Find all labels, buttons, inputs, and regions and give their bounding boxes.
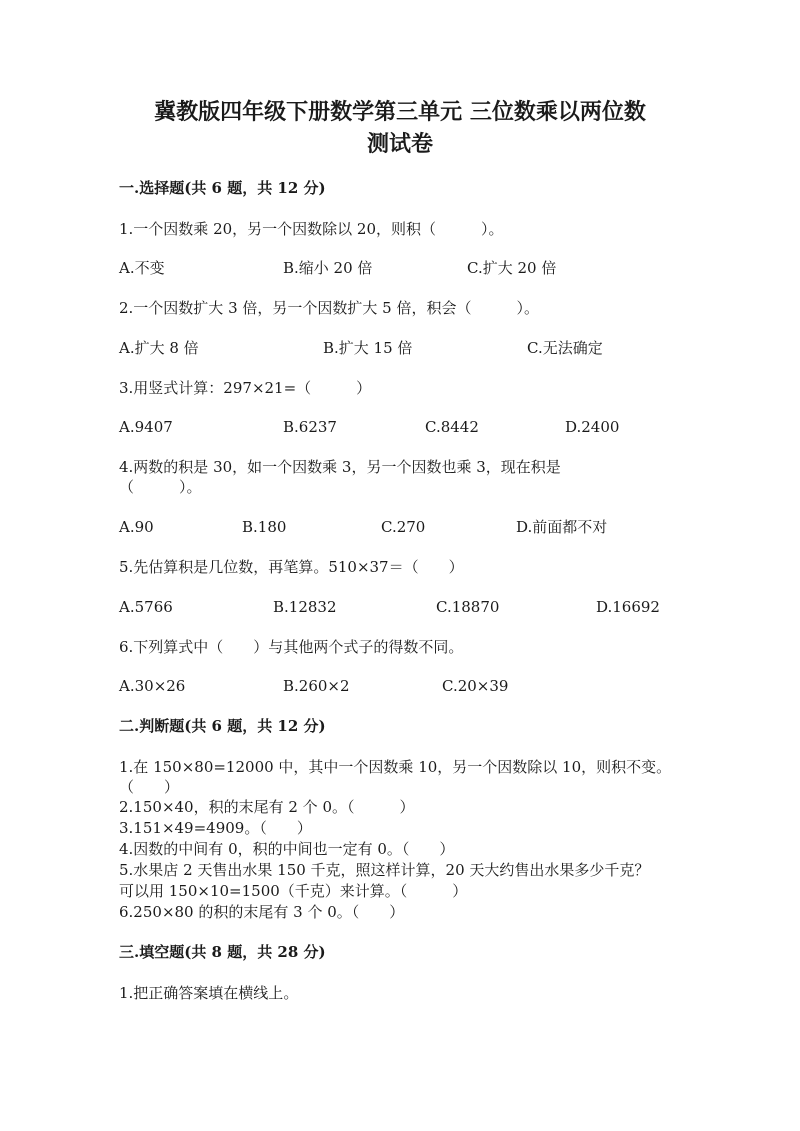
judgment-line: 6.250×80 的积的末尾有 3 个 0。（ ） xyxy=(119,903,405,921)
option-b: B.180 xyxy=(242,518,287,536)
question-text: 5.先估算积是几位数，再笔算。510×37＝（ ） xyxy=(119,558,464,576)
option-a: A.9407 xyxy=(119,418,173,436)
option-a: A.5766 xyxy=(119,598,173,616)
option-b: B.12832 xyxy=(273,598,337,616)
section-heading-judgment: 二.判断题(共 6 题，共 12 分) xyxy=(119,717,326,735)
question-text: 2.一个因数扩大 3 倍，另一个因数扩大 5 倍，积会（ ）。 xyxy=(119,299,539,317)
option-a: A.30×26 xyxy=(119,677,186,695)
question-text: 4.两数的积是 30，如一个因数乘 3，另一个因数也乘 3，现在积是 xyxy=(119,458,561,476)
page-title-line-2: 测试卷 xyxy=(366,131,433,157)
option-d: D.2400 xyxy=(565,418,620,436)
judgment-line: （ ） xyxy=(119,778,180,796)
question-text: 1.一个因数乘 20，另一个因数除以 20，则积（ ）。 xyxy=(119,220,504,238)
judgment-line: 2.150×40，积的末尾有 2 个 0。（ ） xyxy=(119,798,415,816)
option-c: C.扩大 20 倍 xyxy=(467,259,557,277)
option-c: C.18870 xyxy=(436,598,500,616)
option-d: D.前面都不对 xyxy=(516,518,608,536)
judgment-line: 5.水果店 2 天售出水果 150 千克，照这样计算，20 天大约售出水果多少千克？ xyxy=(119,861,650,879)
option-a: A.不变 xyxy=(119,259,165,277)
question-text: 6.下列算式中（ ）与其他两个式子的得数不同。 xyxy=(119,638,464,656)
judgment-line: 3.151×49=4909。（ ） xyxy=(119,819,312,837)
option-b: B.6237 xyxy=(283,418,337,436)
page-title-line-1: 冀教版四年级下册数学第三单元 三位数乘以两位数 xyxy=(154,99,646,125)
option-c: C.20×39 xyxy=(442,677,509,695)
option-a: A.90 xyxy=(119,518,154,536)
option-c: C.无法确定 xyxy=(527,339,603,357)
question-text-continued: （ ）。 xyxy=(119,478,202,496)
judgment-line: 4.因数的中间有 0，积的中间也一定有 0。（ ） xyxy=(119,840,455,858)
option-b: B.扩大 15 倍 xyxy=(323,339,413,357)
judgment-line: 可以用 150×10=1500（千克）来计算。（ ） xyxy=(119,882,468,900)
option-b: B.260×2 xyxy=(283,677,350,695)
option-b: B.缩小 20 倍 xyxy=(283,259,373,277)
fill-in-line: 1.把正确答案填在横线上。 xyxy=(119,984,299,1002)
judgment-line: 1.在 150×80=12000 中，其中一个因数乘 10，另一个因数除以 10，则积不变。 xyxy=(119,758,672,776)
option-a: A.扩大 8 倍 xyxy=(119,339,199,357)
option-c: C.8442 xyxy=(425,418,479,436)
section-heading-fill-in: 三.填空题(共 8 题，共 28 分) xyxy=(119,943,326,961)
question-text: 3.用竖式计算：297×21=（ ） xyxy=(119,379,372,397)
section-heading-choice: 一.选择题(共 6 题，共 12 分) xyxy=(119,179,326,197)
option-c: C.270 xyxy=(381,518,426,536)
option-d: D.16692 xyxy=(596,598,660,616)
